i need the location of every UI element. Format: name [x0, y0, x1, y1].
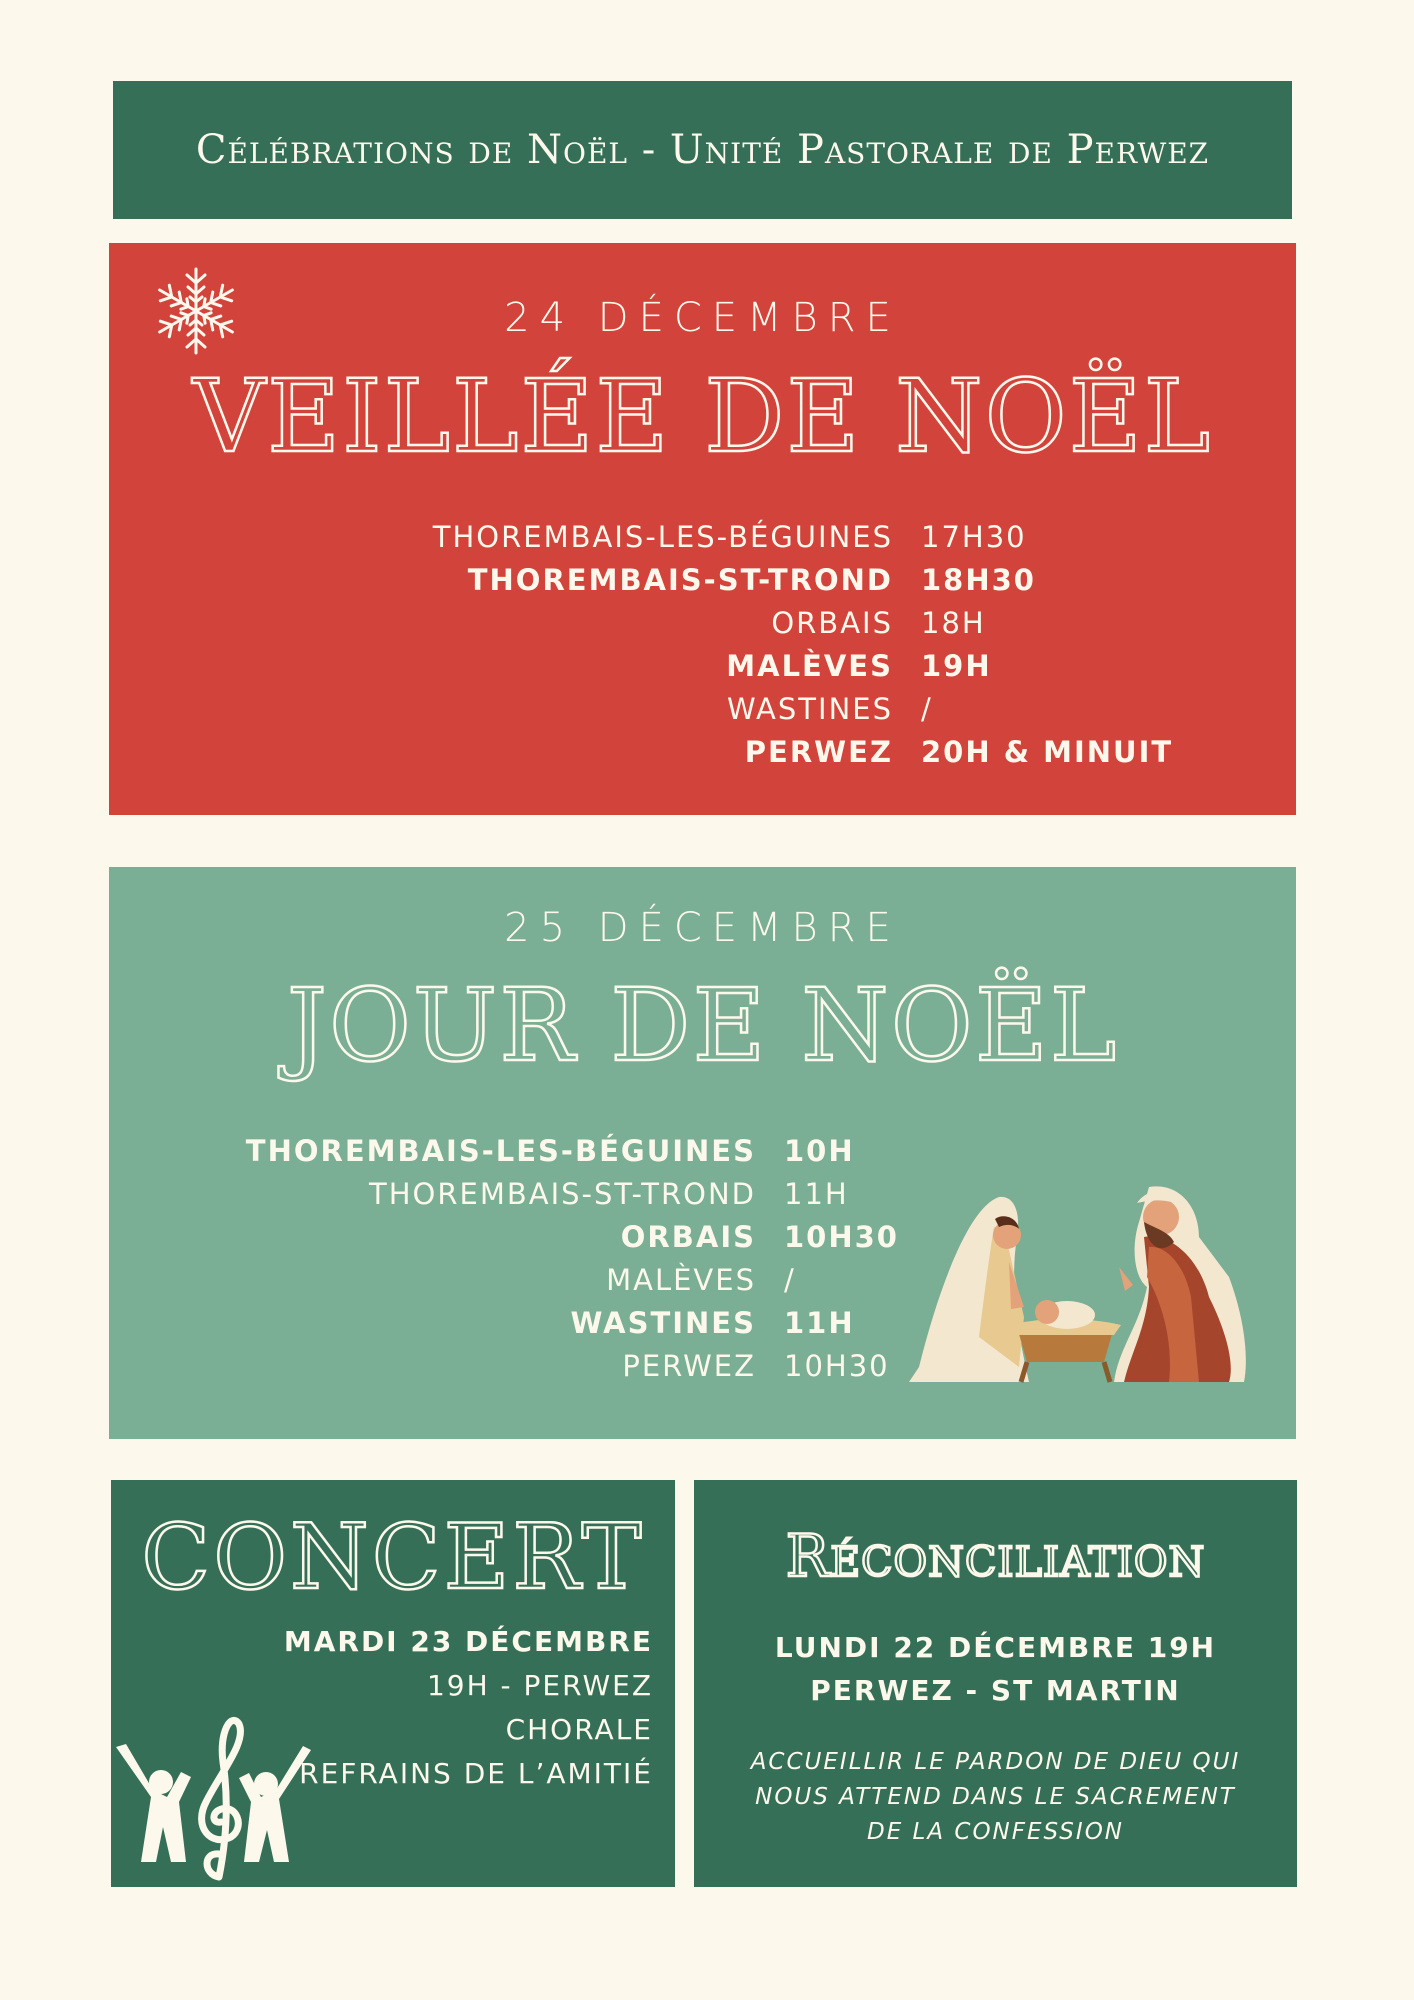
header-title: Célébrations de Noël - Unité Pastorale de Perwez [195, 127, 1210, 173]
schedule-time: 18H [921, 605, 986, 640]
schedule-row [149, 1172, 899, 1215]
schedule-row [149, 1129, 899, 1172]
schedule-place: THOREMBAIS-ST-TROND [467, 562, 893, 597]
reconciliation-date: LUNDI 22 DÉCEMBRE 19H [774, 1631, 1217, 1664]
schedule-row [149, 1344, 899, 1387]
schedule-time: 10H [784, 1133, 855, 1168]
jour-title: JOUR DE NOËL [286, 967, 1119, 1084]
schedule-place: PERWEZ [622, 1348, 756, 1383]
concert-group: REFRAINS DE L’AMITIÉ [299, 1757, 653, 1790]
schedule-row [289, 558, 1173, 601]
reconciliation-note [724, 1745, 1267, 1850]
jour-date: 25 DÉCEMBRE [504, 905, 901, 951]
schedule-place: WASTINES [570, 1305, 756, 1340]
reconciliation-title: Réconciliation [785, 1522, 1206, 1590]
schedule-place: THOREMBAIS-LES-BÉGUINES [245, 1133, 756, 1168]
veillee-schedule [289, 515, 1173, 773]
veillee-date: 24 DÉCEMBRE [504, 295, 901, 341]
schedule-row [289, 730, 1173, 773]
reconciliation-place: PERWEZ - ST MARTIN [810, 1674, 1181, 1707]
concert-time-place: 19H - PERWEZ [426, 1669, 653, 1702]
reconciliation-details [694, 1626, 1297, 1712]
schedule-time: / [921, 691, 933, 726]
concert-date: MARDI 23 DÉCEMBRE [283, 1625, 653, 1658]
reconciliation-note-line: NOUS ATTEND DANS LE SACREMENT [755, 1784, 1236, 1810]
schedule-place: ORBAIS [620, 1219, 756, 1254]
schedule-row [289, 687, 1173, 730]
schedule-time: / [784, 1262, 796, 1297]
reconciliation-note-line: ACCUEILLIR LE PARDON DE DIEU QUI [750, 1749, 1241, 1775]
schedule-place: MALÈVES [606, 1262, 756, 1297]
concert-title: CONCERT [141, 1505, 645, 1610]
schedule-time: 10H30 [784, 1348, 890, 1383]
schedule-place: PERWEZ [744, 734, 893, 769]
concert-details [284, 1620, 653, 1796]
reconciliation-note-line: DE LA CONFESSION [866, 1819, 1124, 1845]
concert-chorale: CHORALE [505, 1713, 653, 1746]
schedule-row [149, 1258, 899, 1301]
concert-section [111, 1480, 675, 1887]
jour-schedule [149, 1129, 899, 1387]
schedule-row [149, 1215, 899, 1258]
header-banner [113, 81, 1292, 219]
schedule-row [289, 644, 1173, 687]
schedule-place: MALÈVES [726, 648, 893, 683]
schedule-time: 19H [921, 648, 992, 683]
schedule-time: 11H [784, 1305, 855, 1340]
schedule-row [289, 515, 1173, 558]
schedule-place: THOREMBAIS-LES-BÉGUINES [432, 519, 893, 554]
schedule-place: THOREMBAIS-ST-TROND [369, 1176, 756, 1211]
veillee-title: VEILLÉE DE NOËL [192, 358, 1213, 475]
choir-music-icon [111, 1702, 321, 1887]
schedule-time: 11H [784, 1176, 849, 1211]
schedule-time: 10H30 [784, 1219, 899, 1254]
veillee-section [109, 243, 1296, 815]
schedule-row [149, 1301, 899, 1344]
nativity-icon [899, 1167, 1279, 1395]
schedule-time: 18H30 [921, 562, 1036, 597]
schedule-time: 20H & MINUIT [921, 734, 1174, 769]
reconciliation-section [694, 1480, 1297, 1887]
schedule-place: WASTINES [726, 691, 893, 726]
schedule-time: 17H30 [921, 519, 1027, 554]
jour-section [109, 867, 1296, 1439]
schedule-row [289, 601, 1173, 644]
schedule-place: ORBAIS [771, 605, 893, 640]
